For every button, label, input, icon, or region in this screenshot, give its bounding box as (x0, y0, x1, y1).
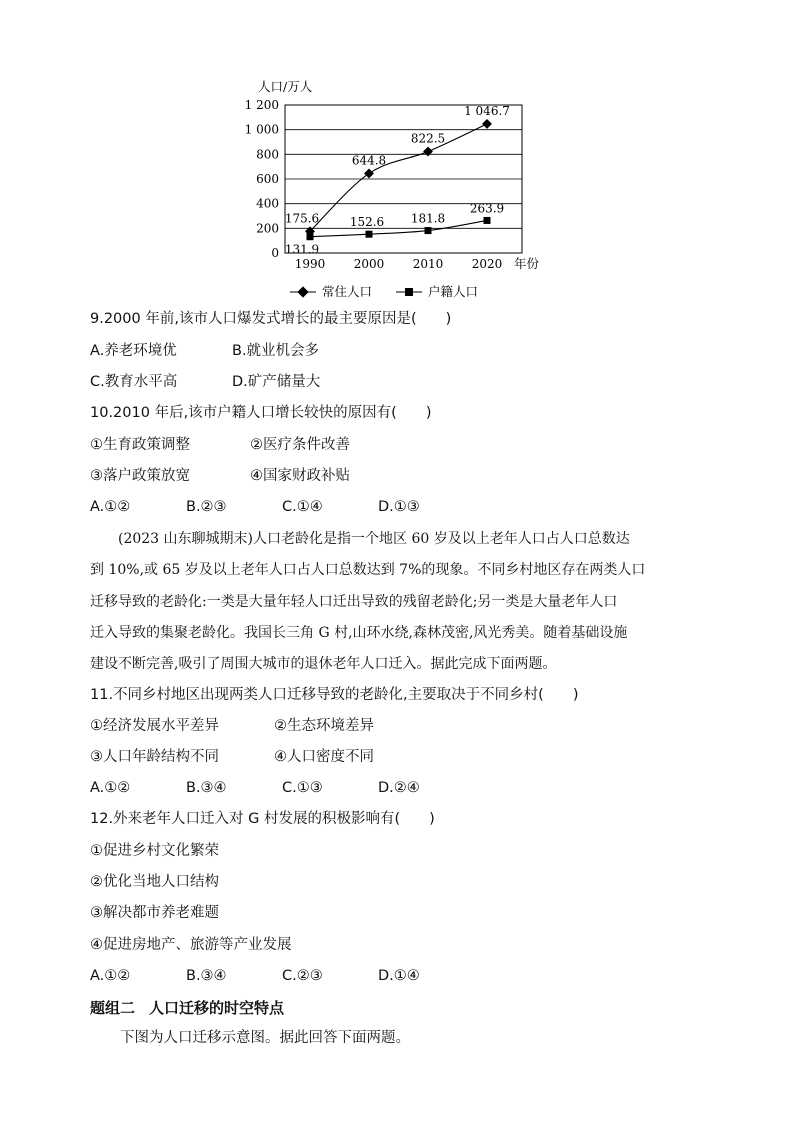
q12-item-3: ③解决都市养老难题 (90, 905, 219, 921)
passage-line-2: 到 10%,或 65 岁及以上老年人口占人口总数达到 7%的现象。不同乡村地区存在两类人口 (90, 562, 646, 579)
x-tick-label: 2000 (353, 257, 385, 271)
x-tick-labels (295, 257, 503, 271)
q11-item-4: ④人口密度不同 (274, 749, 374, 765)
x-tick-label: 2020 (471, 257, 503, 271)
data-point-1 (364, 169, 374, 179)
q9-option-d[interactable]: D.矿产储量大 (232, 374, 321, 390)
data-label-1: 644.8 (351, 153, 387, 168)
population-line-chart (230, 75, 560, 305)
data-point-1 (482, 119, 492, 129)
q9-option-a[interactable]: A.养老环境优 (90, 343, 177, 359)
data-point-2 (425, 227, 432, 234)
data-point-2 (484, 217, 491, 224)
q10-option-b[interactable]: B.②③ (186, 499, 227, 515)
data-point-2 (307, 233, 314, 240)
y-tick-label: 800 (256, 147, 279, 162)
q12-stem: 12.外来老年人口迁入对 G 村发展的积极影响有( ) (90, 811, 435, 827)
y-tick-label: 1 000 (244, 122, 279, 137)
q11-option-b[interactable]: B.③④ (186, 780, 227, 796)
x-tick-label: 2010 (412, 257, 444, 271)
x-axis-label: 年份 (514, 256, 540, 271)
q10-option-d[interactable]: D.①③ (378, 499, 420, 515)
q10-item-2: ②医疗条件改善 (250, 437, 350, 453)
q12-option-b[interactable]: B.③④ (186, 968, 227, 984)
y-tick-labels (245, 98, 279, 260)
data-label-2: 152.6 (349, 215, 385, 230)
q11-option-d[interactable]: D.②④ (378, 780, 420, 796)
data-label-1: 175.6 (284, 211, 320, 226)
data-label-1: 822.5 (410, 131, 446, 146)
y-axis-label: 人口/万人 (258, 79, 313, 94)
q10-option-a[interactable]: A.①② (90, 499, 131, 515)
q12-item-1: ①促进乡村文化繁荣 (90, 843, 219, 859)
legend-item-resident (290, 284, 372, 299)
legend-label-resident: 常住人口 (322, 284, 373, 299)
q11-stem: 11.不同乡村地区出现两类人口迁移导致的老龄化,主要取决于不同乡村( ) (90, 687, 579, 703)
q9-stem: 9.2000 年前,该市人口爆发式增长的最主要原因是( ) (90, 311, 452, 327)
q11-item-1: ①经济发展水平差异 (90, 718, 219, 734)
section-heading (90, 997, 284, 1018)
q11-option-a[interactable]: A.①② (90, 780, 131, 796)
series-line-1 (310, 124, 487, 231)
y-tick-label: 600 (256, 172, 279, 186)
q10-option-c[interactable]: C.①④ (282, 499, 323, 515)
series-layer (285, 104, 510, 257)
q12-option-d[interactable]: D.①④ (378, 968, 420, 984)
q10-item-4: ④国家财政补贴 (250, 468, 350, 484)
passage-line-1: (2023 山东聊城期末)人口老龄化是指一个地区 60 岁及以上老年人口占人口总数达 (118, 531, 630, 547)
passage-line-3: 迁移导致的老龄化:一类是大量年轻人口迁出导致的残留老龄化;另一类是大量老年人口 (90, 593, 618, 610)
x-tick-label: 1990 (294, 257, 326, 271)
passage-line-4: 迁入导致的集聚老龄化。我国长三角 G 村,山环水绕,森林茂密,风光秀美。随着基础设施 (90, 624, 628, 641)
q11-option-c[interactable]: C.①③ (282, 780, 323, 796)
legend-label-registered: 户籍人口 (428, 284, 479, 299)
q10-stem: 10.2010 年后,该市户籍人口增长较快的原因有( ) (90, 405, 432, 421)
data-label-2: 131.9 (284, 242, 320, 257)
q9-option-b[interactable]: B.就业机会多 (232, 343, 320, 359)
y-tick-label: 1 200 (244, 98, 279, 112)
y-tick-label: 0 (271, 246, 279, 260)
passage-line-5: 建设不断完善,吸引了周围大城市的退休老年人口迁入。据此完成下面两题。 (90, 656, 557, 673)
section-title: 题组二 (90, 999, 136, 1017)
section-intro: 下图为人口迁移示意图。据此回答下面两题。 (120, 1030, 410, 1046)
q11-item-3: ③人口年龄结构不同 (90, 749, 219, 765)
data-label-1: 1 046.7 (464, 103, 510, 118)
q12-item-4: ④促进房地产、旅游等产业发展 (90, 937, 292, 953)
data-label-2: 181.8 (410, 211, 446, 226)
q12-option-c[interactable]: C.②③ (282, 968, 323, 984)
data-point-1 (423, 147, 433, 157)
q12-item-2: ②优化当地人口结构 (90, 874, 219, 890)
legend (290, 284, 478, 299)
y-tick-label: 200 (256, 221, 279, 236)
data-label-2: 263.9 (469, 201, 505, 216)
q10-item-1: ①生育政策调整 (90, 437, 190, 453)
q11-item-2: ②生态环境差异 (274, 718, 374, 734)
reading-passage (90, 524, 710, 680)
data-point-2 (366, 231, 373, 238)
legend-item-registered (396, 284, 478, 299)
q9-option-c[interactable]: C.教育水平高 (90, 374, 178, 390)
q10-item-3: ③落户政策放宽 (90, 468, 190, 484)
y-tick-label: 400 (256, 196, 279, 211)
section-subtitle: 人口迁移的时空特点 (149, 999, 285, 1017)
q12-option-a[interactable]: A.①② (90, 968, 131, 984)
